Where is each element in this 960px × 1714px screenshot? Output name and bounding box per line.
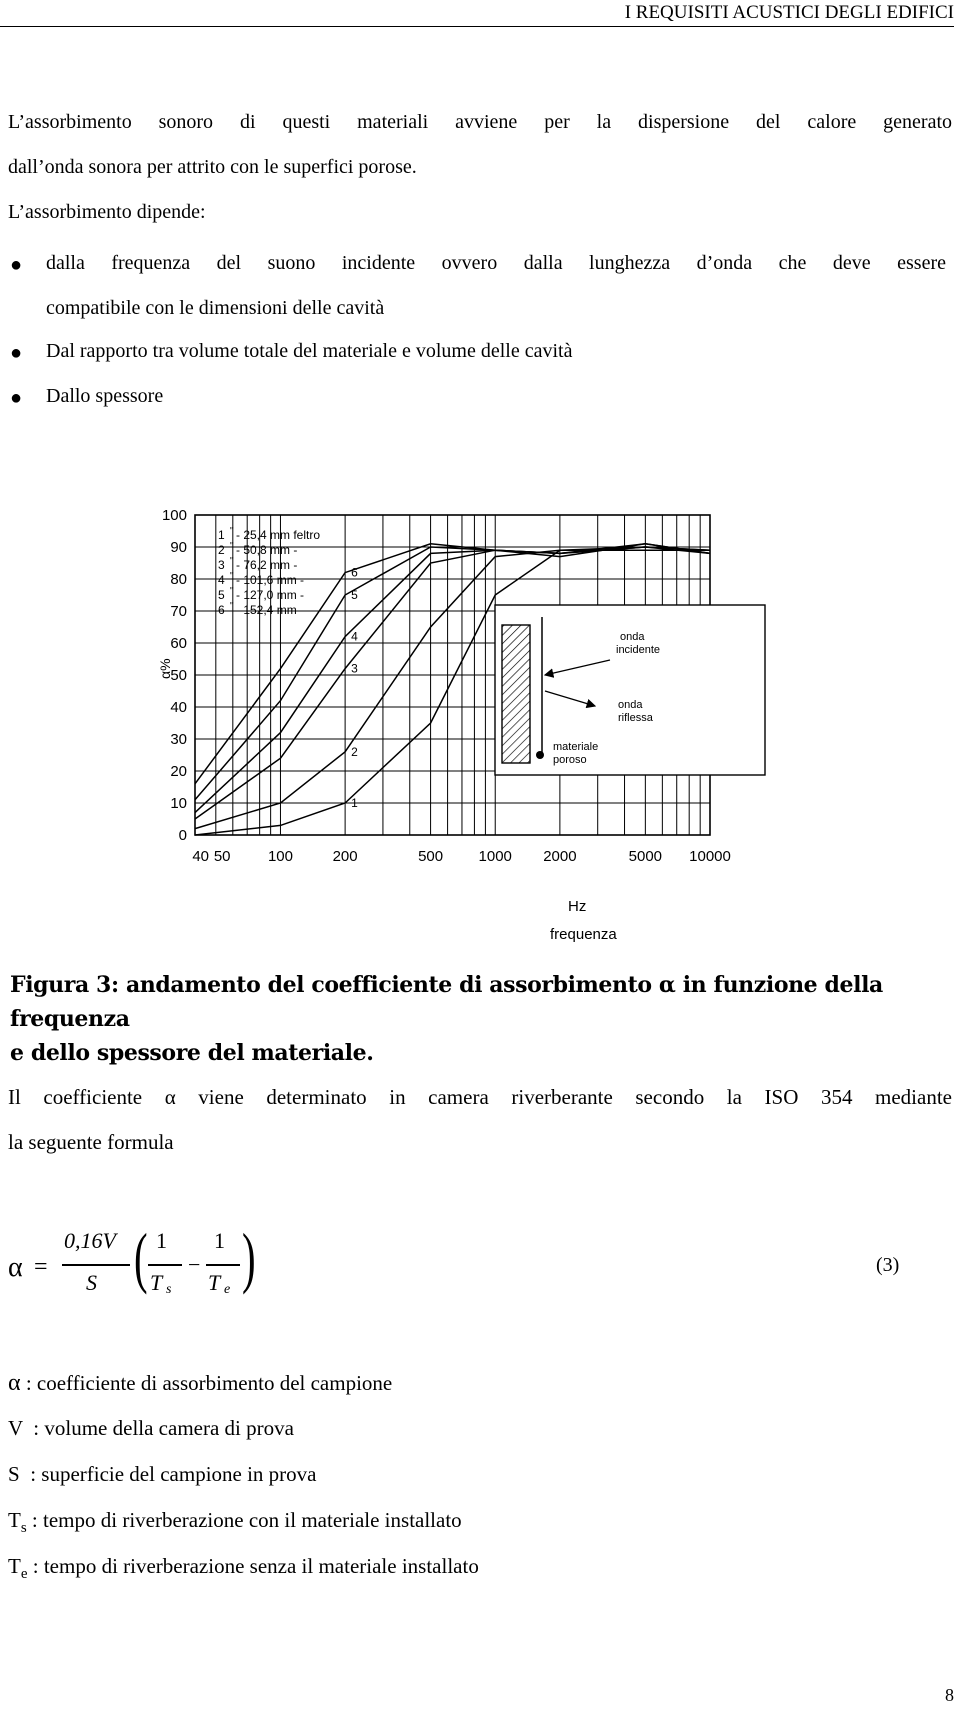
inset-material-label: materiale bbox=[553, 741, 599, 753]
legend-mark: " bbox=[230, 571, 234, 582]
legend-number: 4 bbox=[218, 573, 225, 587]
page-number: 8 bbox=[945, 1685, 954, 1705]
legend-number: 2 bbox=[218, 543, 225, 557]
formula-minus: − bbox=[188, 1252, 201, 1277]
definition-alpha: α : coefficiente di assorbimento del campione bbox=[8, 1370, 393, 1396]
bullet-icon: ● bbox=[10, 387, 23, 409]
inset-material-label: poroso bbox=[553, 754, 587, 766]
y-tick-label: 60 bbox=[170, 635, 187, 652]
formula-3 bbox=[8, 1220, 908, 1320]
inset-reflected-label: onda bbox=[618, 699, 643, 711]
legend-mark: " bbox=[230, 601, 234, 612]
inset-incident-label: onda bbox=[620, 631, 645, 643]
formula-intro-line-2: la seguente formula bbox=[8, 1130, 174, 1154]
definition-te: $T_e$ : tempo di riverberazione senza il materiale installato bbox=[8, 1554, 479, 1583]
fraction-bar bbox=[62, 1264, 130, 1266]
figure-caption-line-2: e dello spessore del materiale. bbox=[10, 1040, 374, 1066]
running-header: I REQUISITI ACUSTICI DEGLI EDIFICI bbox=[624, 2, 954, 23]
formula-one: 1 bbox=[156, 1228, 167, 1253]
legend-text: - 152,4 mm - bbox=[236, 603, 305, 617]
legend-mark: " bbox=[230, 526, 234, 537]
legend-mark: " bbox=[230, 541, 234, 552]
formula-ts: T bbox=[150, 1270, 163, 1295]
fraction-bar bbox=[148, 1264, 182, 1266]
y-axis-label: α% bbox=[157, 658, 173, 679]
figure-caption-line-1: Figura 3: andamento del coefficiente di assorbimento α in funzione della frequenza bbox=[10, 972, 883, 1032]
formula-number: (3) bbox=[876, 1254, 900, 1276]
definition-ts: $T_s$ : tempo di riverberazione con il materiale installato bbox=[8, 1508, 462, 1537]
formula-alpha: α bbox=[8, 1252, 23, 1283]
x-tick-label: 50 bbox=[213, 848, 231, 865]
bullet-1-line-2: compatibile con le dimensioni delle cavità bbox=[46, 297, 385, 319]
formula-one: 1 bbox=[214, 1228, 225, 1253]
x-tick-label: 1000 bbox=[478, 848, 512, 865]
legend-mark: " bbox=[230, 586, 234, 597]
series-label: 1 bbox=[351, 796, 358, 810]
porous-material-icon bbox=[502, 625, 530, 763]
definition-s: S : superficie del campione in prova bbox=[8, 1462, 317, 1486]
bullet-3: Dallo spessore bbox=[46, 385, 164, 407]
paren-right: ) bbox=[242, 1219, 256, 1295]
legend-number: 3 bbox=[218, 558, 225, 572]
bullet-2: Dal rapporto tra volume totale del materiale e volume delle cavità bbox=[46, 340, 573, 362]
series-label: 4 bbox=[351, 629, 358, 644]
legend-text: - 25,4 mm feltro bbox=[236, 528, 321, 542]
legend-text: - 76,2 mm - bbox=[236, 558, 298, 572]
legend-text: - 127,0 mm - bbox=[236, 588, 305, 602]
legend-number: 5 bbox=[218, 588, 225, 602]
legend-text: - 101,6 mm - bbox=[236, 573, 305, 587]
y-tick-label: 20 bbox=[170, 763, 187, 780]
legend-text: - 50,8 mm - bbox=[236, 543, 298, 557]
y-tick-label: 70 bbox=[170, 603, 187, 620]
x-tick-label: 5000 bbox=[628, 848, 663, 865]
legend-number: 1 bbox=[218, 528, 225, 542]
formula-te: T bbox=[208, 1270, 221, 1295]
y-tick-label: 80 bbox=[170, 571, 187, 588]
x-tick-label: 200 bbox=[332, 848, 358, 865]
x-tick-label: 100 bbox=[267, 848, 293, 865]
y-tick-label: 50 bbox=[170, 667, 187, 684]
intro-line-2: dall’onda sonora per attrito con le superfici porose. bbox=[8, 156, 417, 178]
formula-intro-line-1: Il coefficiente α viene determinato in camera riverberante secondo la ISO 354 mediante bbox=[8, 1085, 952, 1109]
y-tick-label: 90 bbox=[170, 539, 187, 556]
series-label: 2 bbox=[351, 744, 358, 759]
x-tick-label: 40 bbox=[192, 848, 209, 865]
inset-incident-label: incidente bbox=[616, 644, 661, 656]
paren-left: ( bbox=[134, 1219, 148, 1295]
formula-numerator: 0,16V bbox=[64, 1228, 116, 1253]
x-axis-label: frequenza bbox=[550, 926, 617, 943]
inset-diagram bbox=[495, 605, 765, 775]
y-tick-label: 0 bbox=[178, 827, 187, 844]
bullet-icon: ● bbox=[10, 342, 23, 364]
formula-equals: = bbox=[34, 1254, 48, 1280]
legend-mark: " bbox=[230, 556, 234, 567]
x-tick-label: 500 bbox=[418, 848, 444, 865]
y-tick-label: 100 bbox=[161, 507, 187, 524]
formula-ts-sub: s bbox=[166, 1282, 172, 1297]
y-tick-label: 40 bbox=[170, 699, 187, 716]
series-label: 6 bbox=[351, 565, 358, 580]
inset-reflected-label: riflessa bbox=[618, 712, 653, 724]
legend-number: 6 bbox=[218, 603, 225, 617]
definition-v: V : volume della camera di prova bbox=[8, 1416, 294, 1440]
header-rule bbox=[0, 26, 954, 27]
formula-denominator: S bbox=[86, 1270, 97, 1295]
fraction-bar bbox=[206, 1264, 240, 1266]
y-tick-label: 10 bbox=[170, 795, 187, 812]
y-tick-label: 30 bbox=[170, 731, 187, 748]
bullet-icon: ● bbox=[10, 254, 23, 276]
intro-line-1: L’assorbimento sonoro di questi materiali avviene per la dispersione del calore generato bbox=[8, 111, 952, 133]
formula-te-sub: e bbox=[224, 1282, 231, 1297]
x-unit-label: Hz bbox=[568, 898, 587, 915]
figure-caption bbox=[10, 968, 960, 1070]
x-tick-label: 2000 bbox=[543, 848, 577, 865]
x-tick-label: 10000 bbox=[689, 848, 731, 865]
series-label: 3 bbox=[351, 661, 358, 676]
bullet-1-line-1: dalla frequenza del suono incidente ovvero dalla lunghezza d’onda che deve essere bbox=[46, 252, 946, 274]
absorption-chart bbox=[150, 495, 778, 950]
intro-line-3: L’assorbimento dipende: bbox=[8, 201, 206, 223]
series-label: 5 bbox=[351, 588, 358, 602]
